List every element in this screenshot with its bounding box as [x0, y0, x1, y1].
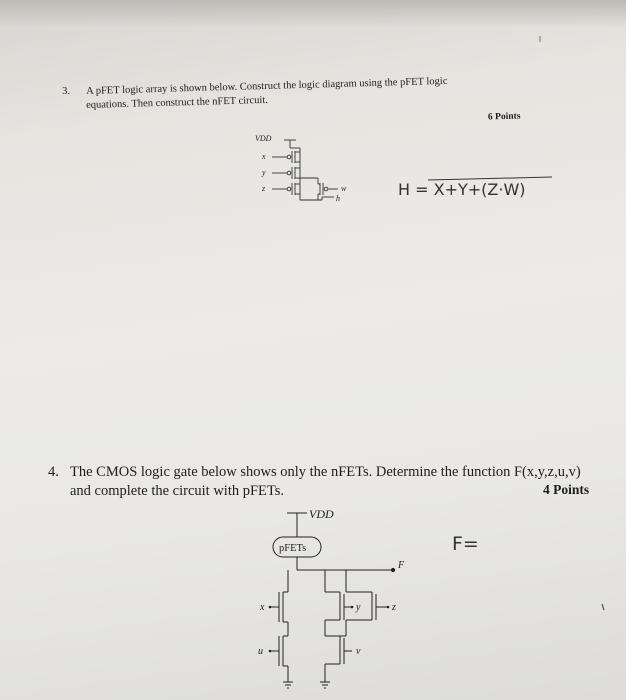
pen-mark [602, 604, 604, 610]
q4-label-f: F [398, 560, 405, 571]
q3-text-line2: equations. Then construct the nFET circuit. [86, 94, 269, 111]
q3-number: 3. [62, 85, 71, 97]
q4-handwritten-answer: F= [452, 533, 479, 555]
q3-pfet-x [272, 151, 300, 163]
q4-nfet-circuit [270, 513, 395, 688]
q4-label-v: v [356, 646, 361, 657]
q4-points: 4 Points [543, 482, 590, 497]
q4-text-line2: and complete the circuit with pFETs. [70, 483, 285, 499]
q3-label-x: x [262, 152, 266, 161]
q3-label-h: h [336, 194, 340, 203]
q4-label-x: x [260, 602, 265, 613]
q3-label-y: y [262, 168, 266, 177]
q3-vdd-label: VDD [255, 134, 272, 143]
q4-label-z: z [392, 602, 396, 613]
q3-label-w: w [341, 184, 347, 193]
q3-label-z: z [262, 184, 266, 193]
q3-points: 6 Points [487, 111, 521, 123]
q3-handwritten-equation: H = X+Y+(Z·W) [398, 180, 526, 199]
q3-pfet-y [272, 167, 300, 179]
q3-text-line1: A pFET logic array is shown below. Construct the logic diagram using the pFET logic [86, 75, 448, 97]
q3-pfet-w [318, 183, 338, 195]
q4-text-line1: The CMOS logic gate below shows only the nFETs. Determine the function F(x,y,z,u,v) [70, 464, 581, 480]
q3-pfet-array [272, 140, 338, 200]
q4-label-y: y [356, 602, 361, 613]
q3-pfet-z [272, 183, 300, 195]
q4-number: 4. [48, 464, 59, 480]
q4-pfets-label: pFETs [279, 543, 307, 554]
q4-label-u: u [258, 646, 263, 657]
q4-vdd-label: VDD [309, 507, 334, 521]
